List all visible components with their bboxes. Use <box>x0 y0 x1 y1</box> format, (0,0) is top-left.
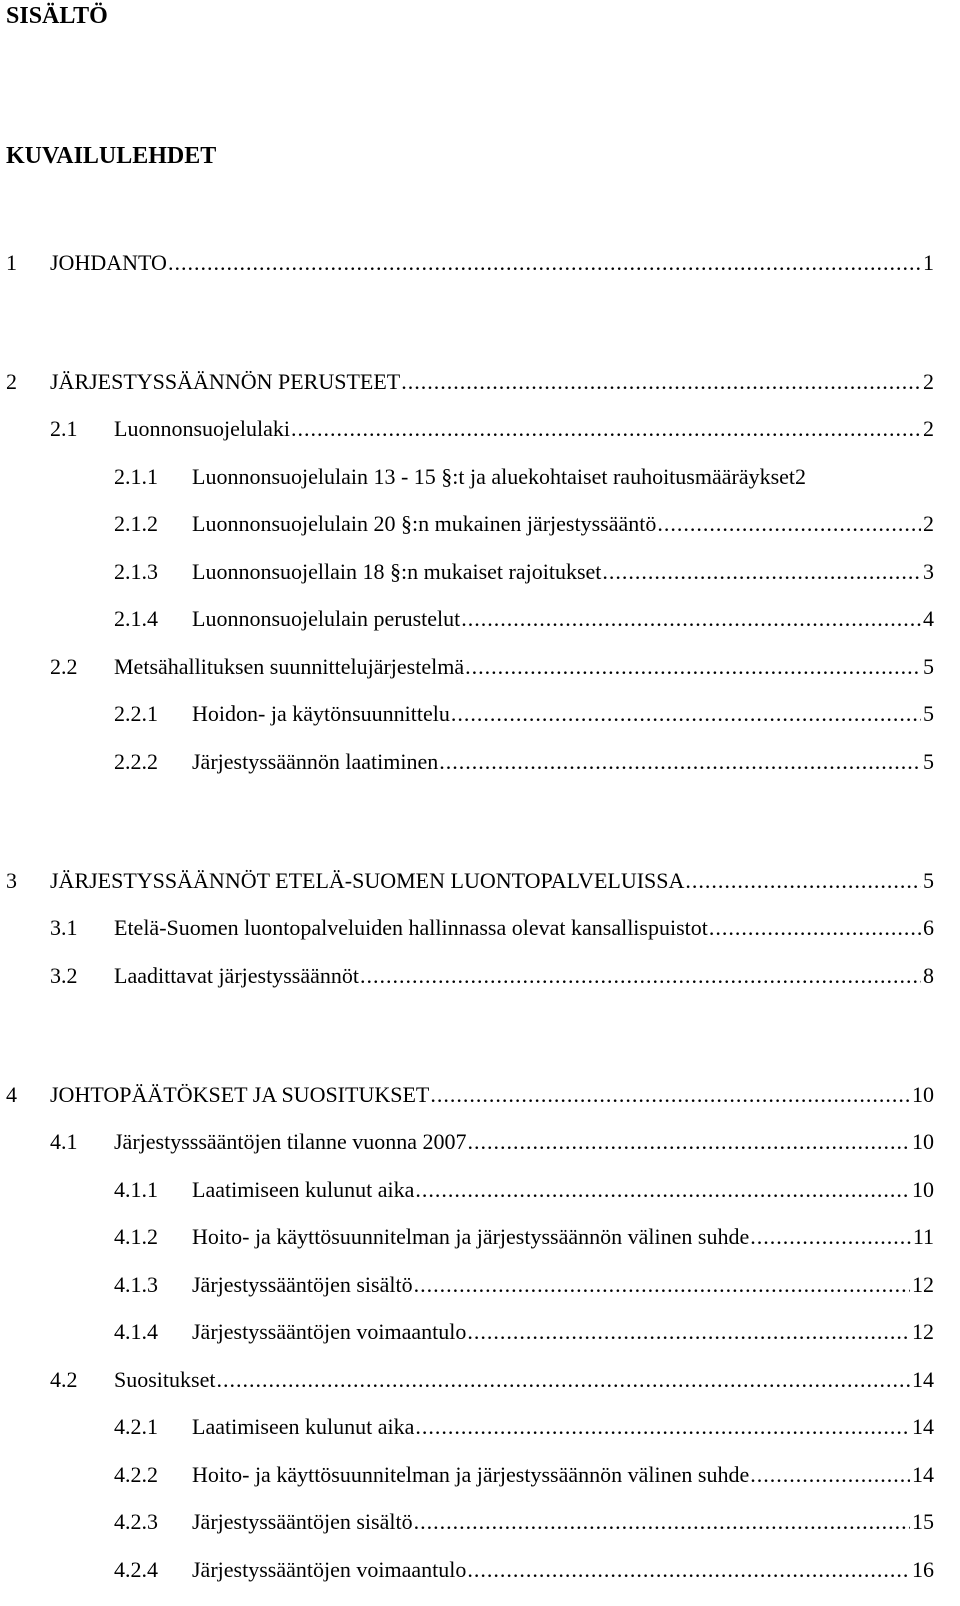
toc-label: JÄRJESTYSSÄÄNNÖT ETELÄ-SUOMEN LUONTOPALVELUISSA <box>50 868 685 893</box>
toc-page-number: 10 <box>912 1177 934 1202</box>
toc-label: Luonnonsuojelulain 13 - 15 §:t ja aluekohtaiset rauhoitusmääräykset <box>192 464 796 489</box>
toc-page-number: 5 <box>923 654 934 679</box>
toc-page-number: 10 <box>912 1129 934 1154</box>
toc-page-number: 2 <box>923 511 934 536</box>
toc-number: 4.1.1 <box>114 1177 158 1202</box>
toc-label: Suositukset <box>114 1367 216 1392</box>
toc-label: Järjestyssääntöjen sisältö <box>192 1509 413 1534</box>
toc-number: 3.2 <box>50 963 78 988</box>
toc-dot-leader <box>685 867 921 895</box>
toc-label: JÄRJESTYSSÄÄNNÖN PERUSTEET <box>50 369 401 394</box>
toc-page-number: 11 <box>912 1224 934 1249</box>
toc-entry[interactable] <box>114 463 934 491</box>
toc-dot-leader <box>414 1508 910 1536</box>
toc-page-number: 16 <box>912 1557 934 1582</box>
toc-page-number: 5 <box>923 749 934 774</box>
toc-entry[interactable] <box>50 1128 934 1156</box>
toc-page-number: 12 <box>912 1319 934 1344</box>
toc-number: 2 <box>6 369 17 394</box>
toc-entry[interactable] <box>114 558 934 586</box>
toc-entry[interactable] <box>114 1318 934 1346</box>
toc-page-number: 14 <box>912 1367 934 1392</box>
toc-number: 3.1 <box>50 915 78 940</box>
toc-label: Järjestyssääntöjen sisältö <box>192 1272 413 1297</box>
toc-page-number: 2 <box>795 464 807 489</box>
toc-number: 4.2 <box>50 1367 78 1392</box>
toc-page-number: 2 <box>923 416 934 441</box>
toc-label: Laatimiseen kulunut aika <box>192 1177 415 1202</box>
toc-number: 1 <box>6 250 17 275</box>
toc-page-number: 3 <box>923 559 934 584</box>
toc-label: Laatimiseen kulunut aika <box>192 1414 415 1439</box>
page-title: SISÄLTÖ <box>6 3 108 29</box>
toc-number: 2.1.1 <box>114 464 158 489</box>
toc-label: Metsähallituksen suunnittelujärjestelmä <box>114 654 465 679</box>
toc-page-number: 5 <box>923 701 934 726</box>
toc-dot-leader <box>467 1556 910 1584</box>
toc-page-number: 14 <box>912 1462 934 1487</box>
toc-number: 2.2.1 <box>114 701 158 726</box>
toc-label: Järjestyssääntöjen voimaantulo <box>192 1319 467 1344</box>
toc-entry[interactable] <box>114 1413 934 1441</box>
toc-number: 4.1.4 <box>114 1319 158 1344</box>
toc-page-number: 10 <box>912 1082 934 1107</box>
toc-dot-leader <box>461 605 921 633</box>
toc-dot-leader <box>468 1128 910 1156</box>
toc-dot-leader <box>709 914 921 942</box>
toc-label: Järjestyssäännön laatiminen <box>192 749 439 774</box>
toc-page-number: 12 <box>912 1272 934 1297</box>
toc-entry[interactable] <box>114 700 934 728</box>
toc-number: 2.2.2 <box>114 749 158 774</box>
toc-entry[interactable] <box>114 1556 934 1584</box>
toc-page-number: 2 <box>923 369 934 394</box>
toc-dot-leader <box>439 748 921 776</box>
toc-entry[interactable] <box>114 510 934 538</box>
toc-entry[interactable] <box>6 368 934 396</box>
toc-entry[interactable] <box>114 1176 934 1204</box>
toc-number: 2.1 <box>50 416 78 441</box>
toc-label: Hoito- ja käyttösuunnitelman ja järjestyssäännön välinen suhde <box>192 1462 750 1487</box>
toc-dot-leader <box>602 558 921 586</box>
toc-entry[interactable] <box>6 249 934 277</box>
toc-dot-leader <box>415 1413 910 1441</box>
toc-dot-leader <box>415 1176 910 1204</box>
toc-number: 4.2.4 <box>114 1557 158 1582</box>
toc-dot-leader <box>465 653 921 681</box>
toc-dot-leader <box>414 1271 910 1299</box>
toc-entry[interactable] <box>114 1271 934 1299</box>
toc-label: Luonnonsuojelulain perustelut <box>192 606 461 631</box>
toc-label: Luonnonsuojelulaki <box>114 416 290 441</box>
toc-entry[interactable] <box>6 867 934 895</box>
toc-label: Laadittavat järjestyssäännöt <box>114 963 359 988</box>
toc-number: 2.2 <box>50 654 78 679</box>
section-heading-kuvailulehdet: KUVAILULEHDET <box>6 143 217 169</box>
toc-page-number: 6 <box>923 915 934 940</box>
toc-label: Luonnonsuojellain 18 §:n mukaiset rajoitukset <box>192 559 602 584</box>
toc-dot-leader <box>467 1318 910 1346</box>
toc-number: 4.2.3 <box>114 1509 158 1534</box>
toc-label: Järjestyssääntöjen voimaantulo <box>192 1557 467 1582</box>
toc-entry[interactable] <box>114 1508 934 1536</box>
toc-number: 2.1.4 <box>114 606 158 631</box>
toc-label: Järjestysssääntöjen tilanne vuonna 2007 <box>114 1129 467 1154</box>
toc-entry[interactable] <box>50 914 934 942</box>
toc-label: JOHDANTO <box>50 250 167 275</box>
toc-number: 4 <box>6 1082 17 1107</box>
toc-label: JOHTOPÄÄTÖKSET JA SUOSITUKSET <box>50 1082 430 1107</box>
toc-entry[interactable] <box>50 415 934 443</box>
toc-page-number: 4 <box>923 606 934 631</box>
toc-number: 4.1 <box>50 1129 78 1154</box>
toc-dot-leader <box>657 510 921 538</box>
toc-number: 4.1.2 <box>114 1224 158 1249</box>
toc-number: 3 <box>6 868 17 893</box>
toc-entry[interactable] <box>50 962 934 990</box>
toc-entry[interactable] <box>114 1461 934 1489</box>
toc-page-number: 1 <box>923 250 934 275</box>
toc-number: 4.2.1 <box>114 1414 158 1439</box>
toc-entry[interactable] <box>6 1081 934 1109</box>
toc-label: Hoidon- ja käytönsuunnittelu <box>192 701 450 726</box>
toc-page-number: 14 <box>912 1414 934 1439</box>
toc-number: 4.2.2 <box>114 1462 158 1487</box>
toc-dot-leader <box>216 1366 910 1394</box>
toc-entry[interactable] <box>114 605 934 633</box>
toc-dot-leader <box>430 1081 910 1109</box>
toc-entry[interactable] <box>50 653 934 681</box>
toc-dot-leader <box>291 415 921 443</box>
toc-page-number: 5 <box>923 868 934 893</box>
toc-dot-leader <box>451 700 921 728</box>
toc-dot-leader <box>401 368 921 396</box>
toc-number: 2.1.3 <box>114 559 158 584</box>
toc-label: Hoito- ja käyttösuunnitelman ja järjestyssäännön välinen suhde <box>192 1224 750 1249</box>
toc-entry[interactable] <box>50 1366 934 1394</box>
toc-dot-leader <box>168 249 921 277</box>
toc-entry[interactable] <box>114 748 934 776</box>
toc-label: Luonnonsuojelulain 20 §:n mukainen järjestyssääntö <box>192 511 657 536</box>
toc-entry[interactable] <box>114 1223 934 1251</box>
toc-dot-leader <box>360 962 921 990</box>
toc-page-number: 15 <box>912 1509 934 1534</box>
toc-dot-leader <box>750 1461 910 1489</box>
toc-number: 4.1.3 <box>114 1272 158 1297</box>
toc-label: Etelä-Suomen luontopalveluiden hallinnassa olevat kansallispuistot <box>114 915 708 940</box>
toc-page-number: 8 <box>923 963 934 988</box>
toc-number: 2.1.2 <box>114 511 158 536</box>
toc-dot-leader <box>750 1223 911 1251</box>
